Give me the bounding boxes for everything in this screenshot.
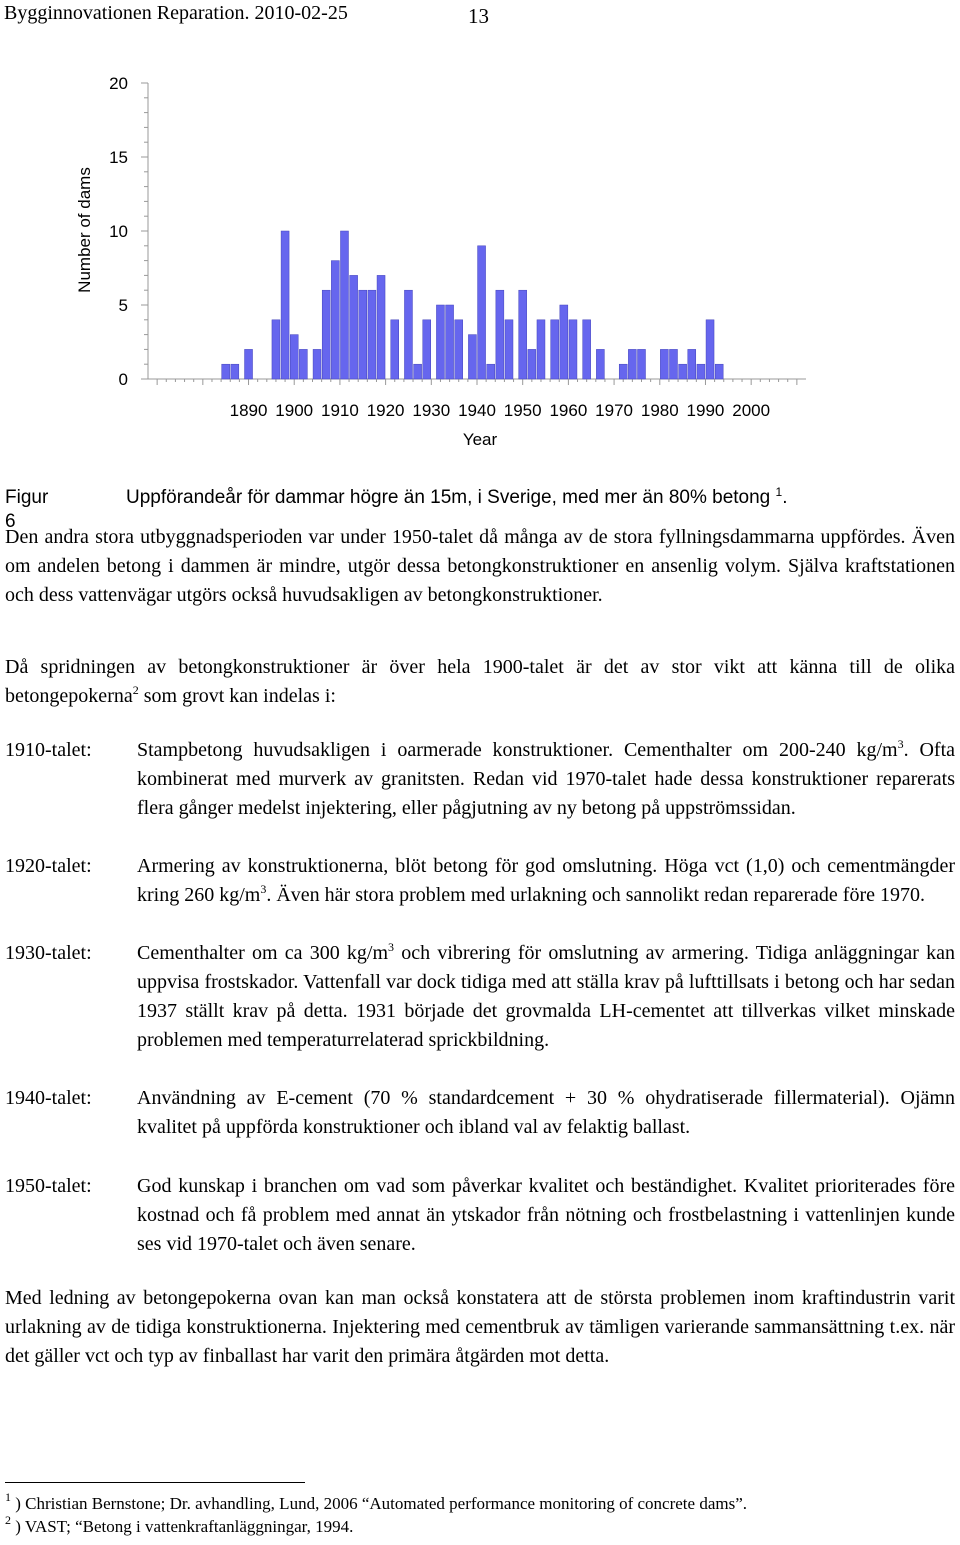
bar [436,305,444,379]
bar [560,305,568,379]
footnote-mark: 2 [5,1513,11,1527]
x-tick-label: 1990 [686,401,725,420]
decade-text: God kunskap i branchen om vad som påverkar kvalitet och beständighet. Kvalitet prioriterades före kostnad och få problem med annat än ytskador från nötning och frostbelastning i vattenlinjen kunde ses vid 1970-talet och även senare. [137,1175,955,1255]
bar [596,349,604,379]
bar [313,349,321,379]
bar [697,364,705,379]
bar [468,335,476,379]
paragraph-2-text: Då spridningen av betongkonstruktioner är över hela 1900-talet är det av stor vikt att känna till de olika betongepokerna [5,656,955,707]
bar [528,349,536,379]
decade-description [137,736,955,823]
bar-series [222,231,723,379]
bar [281,231,289,379]
bar [391,320,399,379]
decade-text-tail: . Även här stora problem med urlakning och sannolikt redan reparerade före 1970. [266,884,925,906]
bar [331,261,339,379]
bar [660,349,668,379]
bar [245,349,253,379]
bar [359,290,367,379]
bar [350,275,358,379]
bar [290,335,298,379]
caption-body: Uppförandeår för dammar högre än 15m, i Sverige, med mer än 80% betong [126,487,771,508]
y-tick-label: 5 [118,296,128,315]
superscript: 3 [260,882,267,896]
x-tick-label: 1940 [458,401,496,420]
decade-term: 1910-talet: [5,739,92,761]
figure-caption-text [126,486,788,510]
footnote-ref-2: 2 [132,683,139,697]
bar [322,290,330,379]
superscript: 3 [897,737,904,751]
decade-text: Armering av konstruktionerna, blöt betong för god omslutning. Höga vct (1,0) och cementmängder kring 260 kg/m [137,855,955,906]
x-tick-label: 1970 [595,401,633,420]
bar [679,364,687,379]
superscript: 3 [388,940,395,954]
x-tick-label: 1950 [503,401,542,420]
x-axis-label: Year [462,430,498,449]
decade-text: Användning av E-cement (70 % standardcement + 30 % ohydratiserade fillermaterial). Ojämn kvalitet på uppförda konstruktioner och ibland val av felaktig ballast. [137,1087,955,1138]
bar [537,320,545,379]
bar [299,349,307,379]
bar [669,349,677,379]
bar [404,290,412,379]
paragraph-3: Med ledning av betongepokerna ovan kan man också konstatera att de största problemen inom kraftindustrin varit urlakning av de tidiga konstruktionerna. Injektering med cementbruk av tämligen varierande sammansättning t.ex. när det gäller vct och typ av finballast har varit den primära åtgärden mot detta. [5,1287,955,1367]
decade-text-tail: . Ofta kombinerat med murverk av granitsten. Redan vid 1970-talet hade dessa konstruktioner reparerats flera gånger medelst injektering, eller pågjutning av ny betong på uppströmssidan. [137,739,956,819]
footnote-text: ) VAST; “Betong i vattenkraftanläggningar, 1994. [11,1517,354,1536]
bar [519,290,527,379]
bar [478,246,486,379]
decade-text: Stampbetong huvudsakligen i oarmerade konstruktioner. Cementhalter om 200-240 kg/m [137,739,898,761]
x-tick-label: 1920 [366,401,405,420]
footnote-divider [5,1482,305,1483]
x-tick-label: 1930 [412,401,451,420]
x-tick-label: 1900 [275,401,314,420]
bar [272,320,280,379]
bar [688,349,696,379]
y-tick-label: 15 [109,148,128,167]
x-tick-label: 1890 [229,401,268,420]
bar [368,290,376,379]
paragraph-2 [5,653,955,711]
decade-description [137,1172,955,1259]
bar [231,364,239,379]
decade-text: Cementhalter om ca 300 kg/m [137,942,389,964]
bar [423,320,431,379]
bar [377,275,385,379]
y-tick-label: 0 [118,370,128,389]
bar [638,349,646,379]
caption-footnote-ref: 1 [775,485,783,499]
paragraph-1: Den andra stora utbyggnadsperioden var under 1950-talet då många av de stora fyllningsdammarna uppfördes. Även om andelen betong i dammen är mindre, utgör dessa betongkonstruktioner en ansenlig volym. Själva kraftstationen och dess vattenvägar utgörs också huvudsakligen av betongkonstruktioner. [5,526,955,606]
y-tick-label: 10 [109,222,128,241]
y-axis-label: Number of dams [75,167,94,293]
bar [583,320,591,379]
decade-term: 1920-talet: [5,855,92,877]
footnote-text: ) Christian Bernstone; Dr. avhandling, Lund, 2006 “Automated performance monitoring of concrete dams”. [11,1494,747,1513]
bar [496,290,504,379]
x-tick-label: 1980 [640,401,679,420]
bar [446,305,454,379]
footnote-mark: 1 [5,1490,11,1504]
bar [505,320,513,379]
y-tick-label: 20 [109,74,128,93]
x-tick-label: 1910 [321,401,359,420]
decade-term: 1940-talet: [5,1087,92,1109]
bar [706,320,714,379]
bar [619,364,627,379]
bar [222,364,230,379]
footnote-1 [5,1490,747,1515]
decade-term: 1930-talet: [5,942,92,964]
decade-text-tail: och vibrering för omslutning av armering. Tidiga anläggningar kan uppvisa frostskador. Vattenfall var dock tidiga med att ställa krav på lufttillsats i betong och har sedan 1937 ställt krav på detta. 1931 började det grovmalda LH-cementet att tillverkas vilket minskade problemen med temperaturrelaterad sprickbildning. [137,942,955,1051]
paragraph-2-tail: som grovt kan indelas i: [138,685,336,707]
figure-label: Figur 6 [5,487,49,532]
footnote-2 [5,1513,354,1538]
decade-description [137,1084,955,1142]
bar [551,320,559,379]
bar [569,320,577,379]
x-axis [148,379,806,420]
bar [487,364,495,379]
page-number: 13 [468,4,489,28]
bar [628,349,636,379]
x-tick-label: 1960 [549,401,588,420]
bar [455,320,463,379]
bar [414,364,422,379]
dams-bar-chart [0,0,960,460]
decade-description [137,939,955,1055]
header-title: Bygginnovationen Reparation. 2010-02-25 [4,2,348,24]
y-axis [109,74,148,389]
x-tick-label: 2000 [732,401,771,420]
decade-description [137,852,955,910]
decade-term: 1950-talet: [5,1175,92,1197]
bar [340,231,348,379]
bar [715,364,723,379]
caption-end: . [782,487,788,508]
